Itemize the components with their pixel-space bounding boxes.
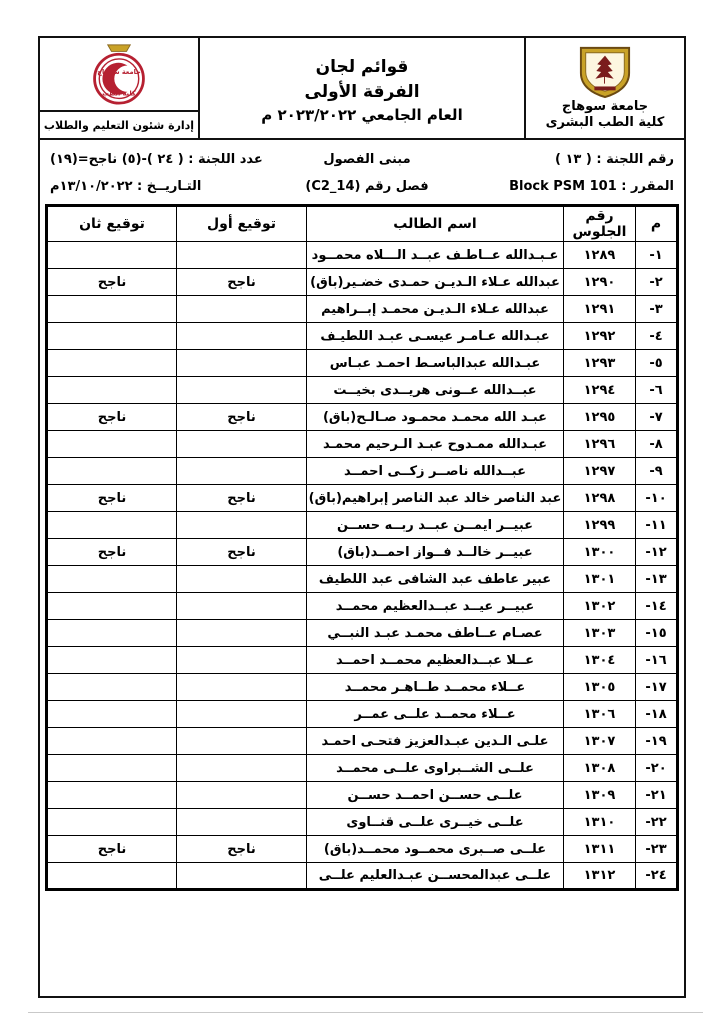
col-header-name: اسم الطالب (307, 206, 564, 242)
row-number: ٤- (636, 323, 678, 350)
row-number: ٢٠- (636, 755, 678, 782)
faculty-name: كلية الطب البشرى (545, 115, 665, 130)
second-signature (47, 620, 177, 647)
table-row (47, 647, 678, 674)
seat-number: ١٣٠٩ (564, 782, 636, 809)
row-number: ١٣- (636, 566, 678, 593)
seat-number: ١٣٠٤ (564, 647, 636, 674)
scan-artifact-line (28, 1012, 703, 1013)
second-signature (47, 782, 177, 809)
row-number: ٩- (636, 458, 678, 485)
exam-date: التـاريــخ : ١٣/١٠/٢٠٢٢م (50, 179, 202, 194)
first-signature (177, 593, 307, 620)
table-row (47, 377, 678, 404)
first-signature: ناجح (177, 404, 307, 431)
page-title: قوائم لجان (315, 57, 409, 78)
student-name: عبـدالله عبدالباسـط احمـد عبـاس (307, 350, 564, 377)
first-signature (177, 647, 307, 674)
row-number: ١٨- (636, 701, 678, 728)
second-signature (47, 647, 177, 674)
exam-info-section (40, 140, 684, 202)
table-row (47, 269, 678, 296)
seat-number: ١٢٩٥ (564, 404, 636, 431)
row-number: ١٩- (636, 728, 678, 755)
table-row (47, 809, 678, 836)
university-block (524, 38, 684, 138)
second-signature (47, 323, 177, 350)
second-signature (47, 242, 177, 269)
student-name: علـى الـدين عبـدالعزيز فتحـى احمـد (307, 728, 564, 755)
table-row (47, 296, 678, 323)
second-signature: ناجح (47, 836, 177, 863)
row-number: ٢١- (636, 782, 678, 809)
first-signature: ناجح (177, 269, 307, 296)
row-number: ٣- (636, 296, 678, 323)
seat-number: ١٢٩٧ (564, 458, 636, 485)
first-signature: ناجح (177, 539, 307, 566)
row-number: ١١- (636, 512, 678, 539)
first-signature (177, 863, 307, 890)
seat-number: ١٣٠١ (564, 566, 636, 593)
first-signature (177, 323, 307, 350)
table-row (47, 458, 678, 485)
row-number: ١٥- (636, 620, 678, 647)
university-name: جامعة سوهاج (561, 99, 649, 115)
student-name: علــى خيــرى علــى قنــاوى (307, 809, 564, 836)
seat-number: ١٢٩٠ (564, 269, 636, 296)
table-row (47, 539, 678, 566)
seat-number: ١٢٩١ (564, 296, 636, 323)
second-signature: ناجح (47, 404, 177, 431)
info-row-1 (50, 146, 674, 173)
second-signature (47, 377, 177, 404)
table-row (47, 323, 678, 350)
first-signature (177, 512, 307, 539)
second-signature (47, 809, 177, 836)
student-name: علــى عبدالمحســن عبـدالعليم علــى (307, 863, 564, 890)
students-table-head (47, 206, 678, 242)
row-number: ١٦- (636, 647, 678, 674)
first-signature (177, 782, 307, 809)
student-name: عبـدالله ممـدوح عبـد الـرحيم محمـد (307, 431, 564, 458)
student-name: عـبـدالله عــاطـف عبــد الـــلاه محمــود (307, 242, 564, 269)
table-row (47, 755, 678, 782)
header-row (47, 206, 678, 242)
course-name: المقرر : Block PSM 101 (509, 179, 674, 194)
seat-number: ١٢٩٦ (564, 431, 636, 458)
student-name: عــلاء محمــد علــى عمــر (307, 701, 564, 728)
first-signature (177, 701, 307, 728)
table-row (47, 485, 678, 512)
table-row (47, 782, 678, 809)
logo-text-top: جامعة سوهاج (97, 68, 141, 76)
info-row-2 (50, 173, 674, 200)
faculty-crescent-logo-icon (88, 43, 150, 105)
administration-block (40, 38, 200, 138)
student-name: عبـدالله عـامـر عيسـى عبـد اللطيـف (307, 323, 564, 350)
col-header-first-signature: توقيع أول (177, 206, 307, 242)
student-name: عــلا عبــدالعظيم محمــد احمــد (307, 647, 564, 674)
second-signature (47, 431, 177, 458)
student-name: عبـد الله محمـد محمـود صـالـح(باق) (307, 404, 564, 431)
first-signature (177, 242, 307, 269)
first-signature (177, 674, 307, 701)
academic-year: العام الجامعي ٢٠٢٣/٢٠٢٢ م (261, 106, 463, 125)
student-name: عبير عاطف عبد الشافى عبد اللطيف (307, 566, 564, 593)
row-number: ٢- (636, 269, 678, 296)
seat-number: ١٣٠٨ (564, 755, 636, 782)
first-signature (177, 350, 307, 377)
title-block (200, 38, 524, 138)
students-table (45, 204, 679, 891)
table-row (47, 701, 678, 728)
first-signature (177, 458, 307, 485)
student-name: علــى صــبرى محمــود محمــد(باق) (307, 836, 564, 863)
col-header-seat: رقم الجلوس (564, 206, 636, 242)
second-signature (47, 863, 177, 890)
row-number: ١- (636, 242, 678, 269)
table-row (47, 674, 678, 701)
second-signature (47, 350, 177, 377)
seat-number: ١٣٠٢ (564, 593, 636, 620)
student-name: عبدالله عـلاء الـديـن محمـد إبــراهيم (307, 296, 564, 323)
row-number: ١٠- (636, 485, 678, 512)
document-header (40, 38, 684, 140)
grade-title: الفرقة الأولى (304, 81, 420, 102)
row-number: ١٧- (636, 674, 678, 701)
seat-number: ١٣٠٧ (564, 728, 636, 755)
row-number: ٦- (636, 377, 678, 404)
row-number: ٢٤- (636, 863, 678, 890)
first-signature (177, 620, 307, 647)
second-signature: ناجح (47, 539, 177, 566)
second-signature (47, 512, 177, 539)
table-row (47, 593, 678, 620)
committee-number: رقم اللجنة : ( ١٣ ) (555, 152, 674, 167)
logo-text-bottom: كلية الطب (102, 89, 136, 98)
table-row (47, 863, 678, 890)
row-number: ١٤- (636, 593, 678, 620)
room-number: فصل رقم (C2_14) (305, 179, 429, 194)
students-table-body (47, 242, 678, 890)
second-signature (47, 728, 177, 755)
first-signature (177, 377, 307, 404)
table-row (47, 404, 678, 431)
seat-number: ١٣١٠ (564, 809, 636, 836)
administration-label: إدارة شئون التعليم والطلاب (43, 118, 195, 132)
student-name: عبيــر ايمــن عبــد ربــه حســن (307, 512, 564, 539)
student-name: علــى حســن احمــد حســن (307, 782, 564, 809)
second-signature (47, 701, 177, 728)
student-name: عبيــر خالــد فــواز احمــد(باق) (307, 539, 564, 566)
student-name: عبيــر عيــد عبــدالعظيم محمــد (307, 593, 564, 620)
seat-number: ١٢٩٣ (564, 350, 636, 377)
row-number: ٥- (636, 350, 678, 377)
col-header-second-signature: توقيع ثان (47, 206, 177, 242)
col-header-index: م (636, 206, 678, 242)
row-number: ٨- (636, 431, 678, 458)
page-border-frame (38, 36, 686, 998)
row-number: ٢٢- (636, 809, 678, 836)
first-signature (177, 728, 307, 755)
seat-number: ١٢٩٢ (564, 323, 636, 350)
student-name: عصـام عــاطف محمـد عبـد النبــي (307, 620, 564, 647)
row-number: ٢٣- (636, 836, 678, 863)
student-name: عبــدالله ناصــر زكــى احمــد (307, 458, 564, 485)
seat-number: ١٢٨٩ (564, 242, 636, 269)
seat-number: ١٣١١ (564, 836, 636, 863)
seat-number: ١٣٠٥ (564, 674, 636, 701)
first-signature (177, 566, 307, 593)
student-name: عبدالله عـلاء الـديـن حمـدى خضـير(باق) (307, 269, 564, 296)
table-row (47, 620, 678, 647)
committee-count: عدد اللجنة : ( ٢٤ )-(٥) ناجح=(١٩) (50, 152, 263, 167)
row-number: ١٢- (636, 539, 678, 566)
second-signature (47, 458, 177, 485)
first-signature: ناجح (177, 485, 307, 512)
table-row (47, 512, 678, 539)
university-shield-emblem-icon (576, 45, 634, 99)
student-name: عــلاء محمــد طــاهـر محمــد (307, 674, 564, 701)
student-name: عبــدالله عــونى هريــدى بخيــت (307, 377, 564, 404)
student-name: عبد الناصر خالد عبد الناصر إبراهيم(باق) (307, 485, 564, 512)
table-row (47, 728, 678, 755)
first-signature: ناجح (177, 836, 307, 863)
students-table-wrap (40, 202, 684, 891)
table-row (47, 350, 678, 377)
seat-number: ١٣٠٠ (564, 539, 636, 566)
seat-number: ١٣٠٦ (564, 701, 636, 728)
seat-number: ١٣١٢ (564, 863, 636, 890)
second-signature (47, 755, 177, 782)
row-number: ٧- (636, 404, 678, 431)
table-row (47, 836, 678, 863)
table-row (47, 566, 678, 593)
seat-number: ١٢٩٤ (564, 377, 636, 404)
building-name: مبنى الفصول (323, 152, 411, 167)
second-signature (47, 593, 177, 620)
seat-number: ١٣٠٣ (564, 620, 636, 647)
second-signature (47, 566, 177, 593)
second-signature: ناجح (47, 269, 177, 296)
second-signature (47, 674, 177, 701)
second-signature: ناجح (47, 485, 177, 512)
faculty-logo-wrap (40, 38, 198, 112)
seat-number: ١٢٩٨ (564, 485, 636, 512)
first-signature (177, 755, 307, 782)
student-name: علــى الشــبراوى علــى محمــد (307, 755, 564, 782)
first-signature (177, 809, 307, 836)
table-row (47, 431, 678, 458)
table-row (47, 242, 678, 269)
second-signature (47, 296, 177, 323)
seat-number: ١٢٩٩ (564, 512, 636, 539)
first-signature (177, 431, 307, 458)
first-signature (177, 296, 307, 323)
